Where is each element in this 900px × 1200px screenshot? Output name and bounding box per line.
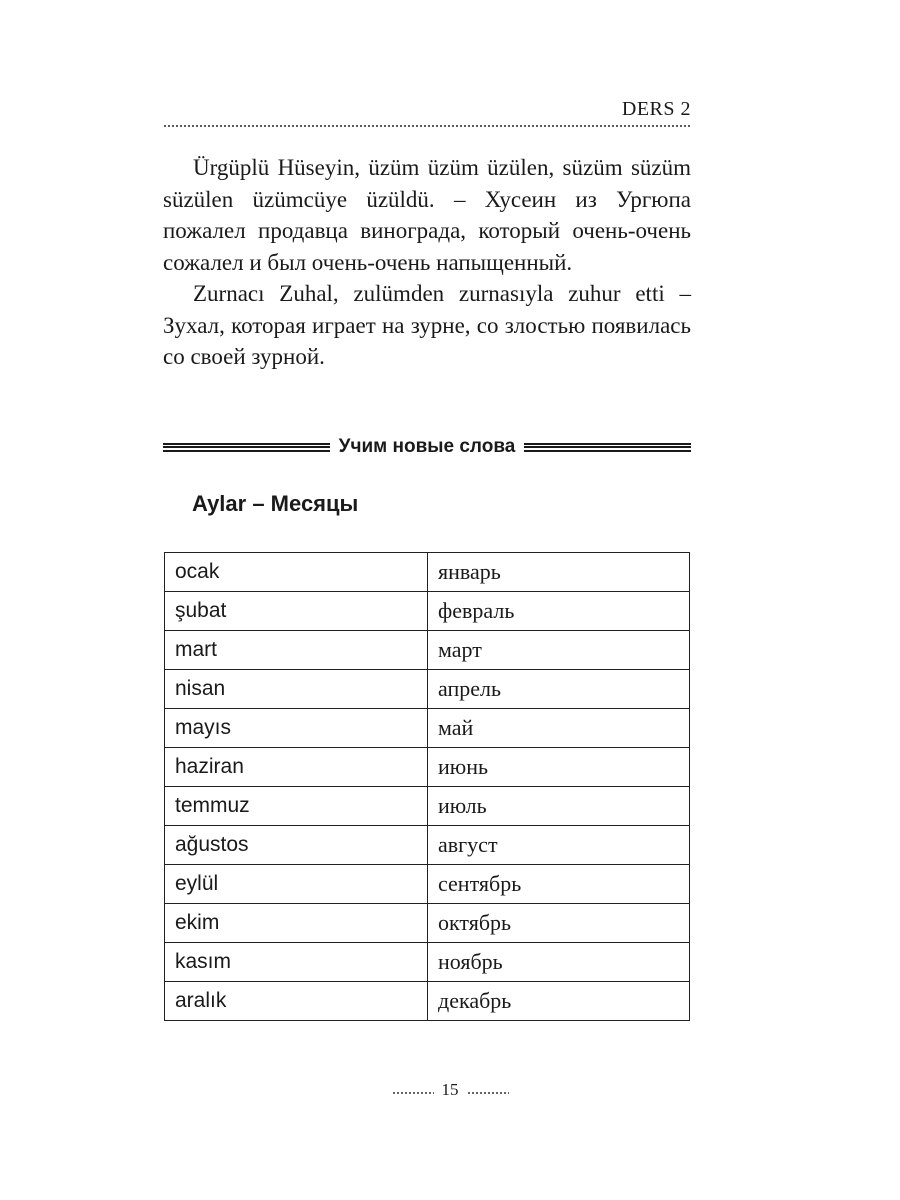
table-row — [165, 631, 690, 670]
russian-month: март — [428, 631, 690, 670]
table-row — [165, 670, 690, 709]
turkish-month: mart — [165, 631, 428, 670]
table-row — [165, 592, 690, 631]
page-number: 15 — [441, 1080, 459, 1099]
turkish-month: şubat — [165, 592, 428, 631]
turkish-month: ağustos — [165, 826, 428, 865]
paragraph: Ürgüplü Hüseyin, üzüm üzüm üzülen, süzüm süzüm süzülen üzümcüye üzüldü. – Хусеин из Ургюпа пожалел продавца винограда, который очень-очень сожалел и был очень-очень напыщенный. — [163, 155, 691, 275]
months-table — [164, 552, 690, 1021]
russian-month: июль — [428, 787, 690, 826]
russian-month: сентябрь — [428, 865, 690, 904]
table-row — [165, 982, 690, 1021]
page-header — [163, 98, 691, 128]
table-row — [165, 826, 690, 865]
russian-month: май — [428, 709, 690, 748]
table-row — [165, 787, 690, 826]
russian-month: апрель — [428, 670, 690, 709]
chapter-title: DERS 2 — [621, 98, 691, 120]
triple-rule-left — [163, 443, 330, 452]
russian-month: ноябрь — [428, 943, 690, 982]
turkish-month: nisan — [165, 670, 428, 709]
turkish-month: eylül — [165, 865, 428, 904]
turkish-month: ekim — [165, 904, 428, 943]
russian-month: январь — [428, 553, 690, 592]
turkish-month: haziran — [165, 748, 428, 787]
table-row — [165, 748, 690, 787]
russian-month: февраль — [428, 592, 690, 631]
turkish-month: kasım — [165, 943, 428, 982]
turkish-month: temmuz — [165, 787, 428, 826]
section-heading — [163, 433, 691, 461]
russian-month: август — [428, 826, 690, 865]
triple-rule-right — [524, 443, 691, 452]
table-row — [165, 904, 690, 943]
russian-month: декабрь — [428, 982, 690, 1021]
turkish-month: mayıs — [165, 709, 428, 748]
table-row — [165, 943, 690, 982]
table-row — [165, 709, 690, 748]
russian-month: октябрь — [428, 904, 690, 943]
footer-dots-right — [467, 1092, 509, 1094]
table-row — [165, 865, 690, 904]
page-footer — [0, 1080, 900, 1100]
table-row — [165, 553, 690, 592]
turkish-month: aralık — [165, 982, 428, 1021]
header-dotted-rule — [163, 125, 691, 127]
footer-dots-left — [392, 1092, 434, 1094]
body-text — [163, 152, 691, 373]
turkish-month: ocak — [165, 553, 428, 592]
russian-month: июнь — [428, 748, 690, 787]
table-heading: Aylar – Месяцы — [192, 491, 359, 516]
paragraph: Zurnacı Zuhal, zulümden zurnasıyla zuhur etti – Зухал, которая играет на зурне, со злостью появилась со своей зурной. — [163, 281, 691, 369]
section-title: Учим новые слова — [338, 436, 516, 457]
